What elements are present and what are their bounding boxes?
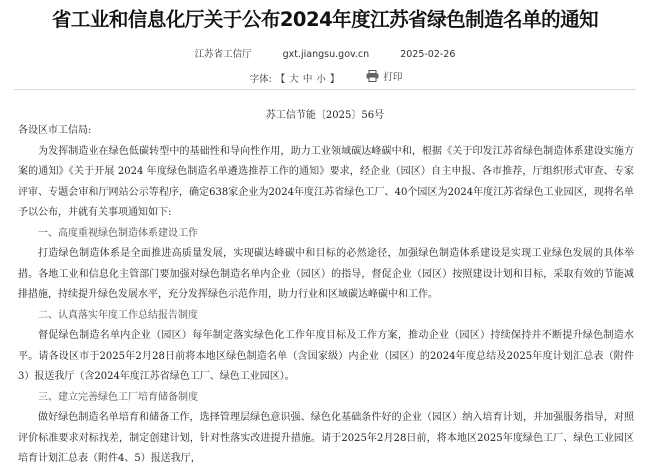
- printer-icon: [366, 70, 379, 82]
- section-heading: 一、高度重视绿色制造体系建设工作: [38, 227, 198, 239]
- section-heading: 二、认真落实年度工作总结报告制度: [38, 309, 198, 321]
- page-title: 省工业和信息化厅关于公布2024年度江苏省绿色制造名单的通知: [51, 8, 599, 31]
- font-medium-button[interactable]: 中: [302, 74, 313, 85]
- font-size-control: [248, 71, 342, 85]
- font-small-button[interactable]: 小: [316, 74, 326, 85]
- bracket-open: 【: [275, 74, 286, 85]
- paragraph: 打造绿色制造体系是全面推进高质量发展，实现碳达峰碳中和目标的必然途径，加强绿色制造体系建设是实现工业绿色发展的具体举措。各地工业和信息化主管部门要加强对绿色制造名单内企业（园区）的指导，督促企业（园区）按照建设计划和目标，采取有效的节能减排措施，持续提升绿色发展水平，充分发挥绿色示范作用，助力行业和区域碳达峰碳中和工作。: [18, 248, 634, 300]
- paragraph: 为发挥制造业在绿色低碳转型中的基础性和导向性作用，助力工业领域碳达峰碳中和，根据《关于印发江苏省绿色制造体系建设实施方案的通知》《关于开展 2024 年度绿色制造名单遴选推荐工作的通知》要求，经企业（园区）自主申报、各市推荐，厅组织形式审查、专家评审、专题会审和厅网站公示等程序，确定638家企业为2024年度江苏省绿色工厂、40个园区为2024年度江苏省绿色工业园区，现将名单予以公布，并就有关事项通知如下:: [18, 145, 634, 218]
- font-large-button[interactable]: 大: [289, 74, 299, 85]
- salutation: 各设区市工信局:: [18, 125, 92, 136]
- paragraph: 督促绿色制造名单内企业（园区）每年制定落实绿色化工作年度目标及工作方案，推动企业（园区）持续保持并不断提升绿色制造水平。请各设区市于2025年2月28日前将本地区绿色制造名单（含国家级）内企业（园区）的2024年度总结及2025年度计划汇总表（附件3）报送我厅（含2024年度江苏省绿色工厂、绿色工业园区）。: [18, 330, 634, 382]
- article-body: [18, 121, 634, 470]
- section-heading: 三、建立完善绿色工厂培育储备制度: [38, 391, 198, 403]
- font-size-label: 字体:: [249, 74, 272, 85]
- divider: [14, 89, 636, 90]
- paragraph: 做好绿色制造名单培育和储备工作，选择管理层绿色意识强、绿色化基础条件好的企业（园区）纳入培育计划，并加强服务指导，对照评价标准要求对标找差，制定创建计划，针对性落实改进提升措施。请于2025年2月28日前，将本地区2025年度绿色工厂、绿色工业园区培育计划汇总表（附件4、5）报送我厅，: [18, 412, 634, 464]
- site-label: gxt.jiangsu.gov.cn: [282, 49, 370, 60]
- bracket-close: 】: [329, 74, 340, 85]
- article-meta: [0, 46, 650, 60]
- print-label: 打印: [383, 72, 403, 83]
- article-tools: [0, 69, 650, 85]
- print-button[interactable]: [366, 69, 402, 83]
- document-number: 苏工信节能〔2025〕56号: [265, 110, 385, 121]
- date-label: 2025-02-26: [400, 49, 456, 60]
- source-label: 江苏省工信厅: [194, 49, 252, 60]
